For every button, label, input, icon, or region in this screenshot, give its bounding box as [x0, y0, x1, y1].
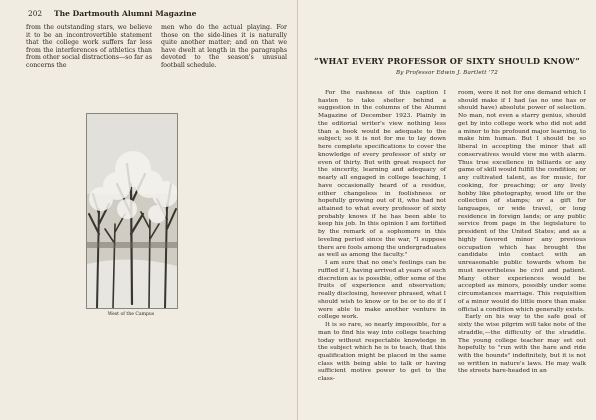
photo-caption: West of the Campus	[107, 312, 155, 317]
article-paragraph: For the rashness of this caption I hasten to take shelter behind a suggestion in the columns of the Alumni Magazine of December 1923. Plainly in the editorial writer's view nothing less than a book would be adequate to the subject; so it is not for me to lay down here complete specifications to cover the knowledge of every professor of sixty or even of thirty. But with great respect for the sincerity, learning and adequacy of nearly all engaged in college teaching, I have occasionally heard of a residue, either changeless in foolishness or hopefully growing out of it, who had not attained to what every professor of sixty probably knows if he has been able to keep his job. In this opinion I am fortified by the remark of a sophomore in this leveling period since the war, "I suppose there are fools among the undergraduates as well as among the faculty."	[318, 89, 446, 259]
left-page-header	[28, 9, 283, 21]
left-column-1	[26, 24, 152, 69]
snowy-trees-image	[87, 114, 177, 308]
article-byline: By Professor Edwin J. Bartlett '72	[396, 70, 498, 76]
article-heading	[308, 56, 586, 76]
article-columns	[318, 89, 586, 383]
magazine-title: The Dartmouth Alumni Magazine	[54, 9, 197, 18]
left-page-columns	[26, 24, 287, 69]
article-column-1	[318, 89, 446, 383]
right-page	[298, 0, 596, 420]
left-column-2-text: men who do the actual playing. For those on the side-lines it is naturally quite another matter; and on that we have dwelt at length in the paragraphs devoted to the season's unusual football schedule.	[161, 24, 287, 69]
article-paragraph: I am sure that no one's feelings can be ruffled if I, having arrived at years of such discretion as is possible, offer some of the fruits of experience and observation; really disclosing, however phrased, what I should wish to know or to be or to do if I were able to make another venture in college work.	[318, 259, 446, 321]
article-paragraph: room, were it not for one demand which I should make if I had (as no one has or should have) absolute power of selection. No man, not even a starry genius, should get by into college work who did not add a minor to his profound major learning, to make him human. But I should be so liberal in accepting the minor that all conservatives would view me with alarm. Thus true excellence in billiards or any game of skill would fulfill the condition; or any cultivated talent, as for music, for cooking, for preaching; or any lively hobby like photography, wood life or the collection of stamps; or a gift for languages, or wide travel, or long residence in foreign lands; or any public service from page in the legislature to president of the United States; and as a highly favored minor any previous occupation which has brought the candidate into contact with an unreasonable public towards whom he must nevertheless be civil and patient. Many other experiences would be accepted as minors, possibly under some circumstances marriage. This requisition of a minor would do little more than make official a condition which generally exists.	[458, 89, 586, 313]
article-column-2	[458, 89, 586, 383]
left-column-1-text: from the outstanding stars, we believe it to be an incontrovertible statement that the college work suffers far less from the interferences of athletics than from other social distractions—so far as concerns the	[26, 24, 152, 69]
article-paragraph: Early on his way to the safe goal of sixty the wise pilgrim will take note of the straddle,—the difficulty of the straddle. The young college teacher may set out hopefully to "run with the hare and ride with the hounds" indefinitely, but it is not so written in nature's laws. He may walk the streets bare-headed in an	[458, 313, 586, 375]
campus-photo-figure	[86, 113, 176, 317]
campus-photo	[86, 113, 178, 309]
left-column-2	[161, 24, 287, 69]
article-title: “WHAT EVERY PROFESSOR OF SIXTY SHOULD KNOW”	[313, 56, 581, 66]
page-number: 202	[28, 9, 43, 18]
article-paragraph: It is so rare, so nearly impossible, for a man to find his way into college teaching today without respectable knowledge in the subject which he is to teach, that this qualification might be placed in the same class with being able to talk or having sufficient motive power to get to the class-	[318, 321, 446, 383]
